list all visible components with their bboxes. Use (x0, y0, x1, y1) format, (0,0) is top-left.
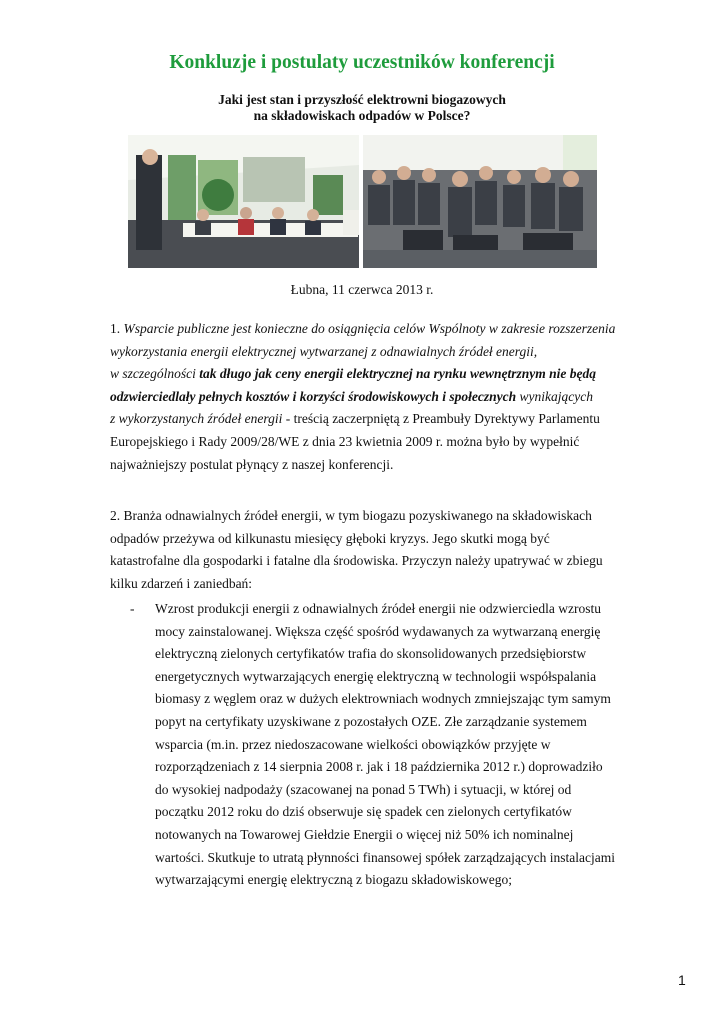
subtitle-line: na składowiskach odpadów w Polsce? (253, 108, 471, 123)
section-1-line (110, 386, 630, 409)
conference-photo-right (363, 135, 597, 268)
bullet-marker: - (130, 601, 135, 616)
text-run: - treścią zaczerpniętą z Preambuły Dyrektywy Parlamentu (282, 411, 600, 427)
section-2-line: odpadów przeżywa od kilkunastu miesięcy głęboki kryzys. Jego skutki mogą być (110, 530, 550, 546)
text-run: 1. (110, 321, 124, 336)
section-1-line (110, 431, 630, 454)
text-run: Europejskiego i Rady 2009/28/WE z dnia 23 kwietnia 2009 r. można było by wypełnić (110, 433, 580, 449)
text-run-bold-italic: tak długo jak ceny energii elektrycznej na rynku wewnętrznym nie będą (199, 366, 596, 382)
bullet-line: rozporządzeniach z 14 sierpnia 2008 r. jak i 18 października 2012 r.) doprowadziło (155, 759, 603, 775)
section-1-line (110, 408, 630, 431)
section-1-line (110, 454, 630, 477)
page-number: 1 (678, 972, 686, 988)
bullet-text (155, 598, 630, 892)
text-run-italic: w szczególności (110, 366, 200, 382)
text-run-italic: wynikających (516, 388, 593, 404)
bullet-line: energetycznych wytwarzających energię elektryczną w technologii współspalania (155, 668, 597, 684)
bullet-line: biomasy z węglem oraz w dużych elektrowniach wodnych zmniejszając tym samym (155, 691, 611, 707)
section-1-line (110, 363, 630, 386)
text-run-italic: Wsparcie publiczne jest konieczne do osiągnięcia celów Wspólnoty w zakresie rozszerzenia (123, 321, 616, 336)
section-1-line (110, 318, 630, 341)
place-and-date: Łubna, 11 czerwca 2013 r. (290, 282, 434, 297)
bullet-line: wsparcia (m.in. przez niedoszacowane wielkości obowiązków przyjęte w (155, 736, 551, 752)
section-2-line: 2. Branża odnawialnych źródeł energii, w tym biogazu pozyskiwanego na składowiskach (110, 508, 592, 523)
bullet-line: popyt na certyfikaty uzyskiwane z pozostałych OZE. Złe zarządzanie systemem (155, 713, 587, 729)
section-2 (110, 505, 630, 595)
bullet-line: wytwarzającymi energię elektryczną z biogazu składowiskowego; (155, 872, 512, 888)
text-run-bold-italic: odzwierciedlały pełnych kosztów i korzyści środowiskowych i społecznych (110, 388, 517, 404)
conference-photo-left (128, 135, 359, 268)
document-subtitle (0, 92, 724, 124)
bullet-line: mocy zainstalowanej. Większa część spośród wydawanych za wytwarzaną energię (155, 623, 601, 639)
text-run-italic: wykorzystania energii elektrycznej wytwarzanej z odnawialnych źródeł energii, (110, 343, 538, 359)
bullet-line: Wzrost produkcji energii z odnawialnych źródeł energii nie odzwierciedla wzrostu (155, 601, 601, 616)
text-run: najważniejszy postulat płynący z naszej konferencji. (110, 456, 394, 472)
section-1 (110, 318, 630, 476)
section-1-line (110, 341, 630, 364)
bullet-line: wartości. Skutkuje to utratą płynności finansowej spółek zarządzających instalacjami (155, 849, 615, 865)
bullet-line: początku 2012 roku do dziś obserwuje się spadek cen zielonych certyfikatów (155, 804, 572, 820)
section-2-line: kilku zdarzeń i zaniedbań: (110, 575, 253, 591)
document-title: Konkluzje i postulaty uczestników konferencji (169, 52, 555, 73)
subtitle-line: Jaki jest stan i przyszłość elektrowni biogazowych (218, 92, 506, 107)
bullet-line: notowanych na Towarowej Giełdzie Energii o więcej niż 50% ich nominalnej (155, 826, 574, 842)
text-run-italic: z wykorzystanych źródeł energii (110, 411, 283, 427)
section-2-line: katastrofalne dla gospodarki i fatalne dla środowiska. Przyczyn należy upatrywać w zbiegu (110, 553, 603, 569)
bullet-line: elektryczną zielonych certyfikatów trafia do skonsolidowanych przedsiębiorstw (155, 646, 587, 662)
bullet-line: do wysokiej nadpodaży (szacowanej na ponad 5 TWh) i sytuacji, w której od (155, 781, 572, 797)
